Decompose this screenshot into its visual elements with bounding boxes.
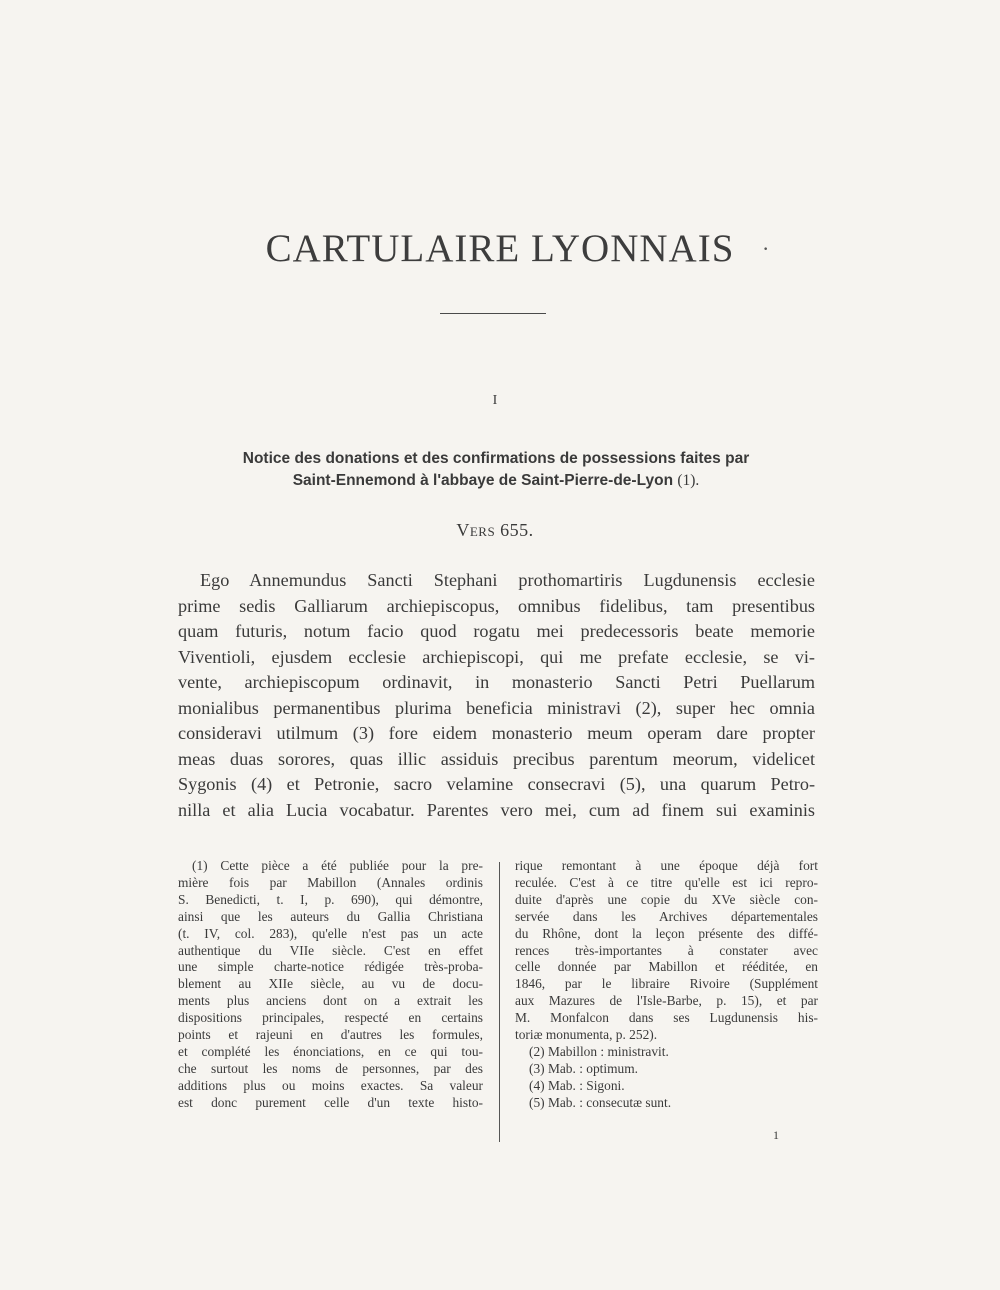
footnote-line: rences très-importantes à constater avec (515, 942, 818, 958)
notice-heading-line1: Notice des donations et des confirmations de possessions faites par (242, 450, 750, 467)
charter-line: Sygonis (4) et Petronie, sacro velamine consecravi (5), una quarum Petro- (178, 774, 815, 794)
footnote-line: mière fois par Mabillon (Annales ordinis (178, 874, 483, 890)
footnote-line: et complété les énonciations, en ce qui tou- (178, 1043, 483, 1059)
charter-text (178, 568, 815, 823)
charter-line: nilla et alia Lucia vocabatur. Parentes vero mei, cum ad finem sui examinis (178, 799, 815, 820)
footnote-short: (2) Mabillon : ministravit. (529, 1043, 669, 1059)
footnote-line: M. Monfalcon dans ses Lugdunensis his- (515, 1010, 818, 1026)
footnote-line: points et rajeuni en d'autres les formules, (178, 1027, 483, 1043)
footnote-line: authentique du VIIe siècle. C'est en effet (178, 942, 483, 958)
footnote-short: (4) Mab. : Sigoni. (529, 1077, 625, 1093)
date-year: 655. (500, 520, 534, 540)
charter-line: vente, archiepiscopum ordinavit, in monasterio Sancti Petri Puellarum (178, 672, 815, 692)
footnote-line: servée dans les Archives départementales (515, 908, 818, 924)
document-date (0, 520, 990, 541)
footnote-line: dispositions principales, respecté en certains (178, 1010, 483, 1026)
footnote-line: ments plus anciens dont on a extrait les (178, 993, 483, 1009)
footnotes-right-column (515, 858, 818, 1112)
charter-line: meas duas sorores, quas illic assiduis precibus parentum meorum, videlicet (178, 748, 815, 769)
title-mark: · (762, 236, 770, 261)
footnote-line: celle donnée par Mabillon et rééditée, en (515, 959, 818, 975)
footnote-line: toriæ monumenta, p. 252). (515, 1027, 658, 1043)
footnote-line: che surtout les noms de personnes, par des (178, 1060, 483, 1076)
footnote-line: aux Mazures de l'Isle-Barbe, p. 15), et par (515, 993, 818, 1009)
footnote-short: (5) Mab. : consecutæ sunt. (529, 1094, 672, 1110)
notice-heading-line2: Saint-Ennemond à l'abbaye de Saint-Pierre-de-Lyon (292, 472, 674, 489)
notice-heading (180, 448, 812, 492)
footnote-line: ainsi que les auteurs du Gallia Christiana (178, 908, 483, 924)
footnote-line: S. Benedicti, t. I, p. 690), qui démontre, (178, 891, 483, 907)
footnote-line: additions plus ou moins exactes. Sa valeur (178, 1077, 483, 1093)
footnote-short: (3) Mab. : optimum. (529, 1060, 638, 1076)
signature-mark: 1 (773, 1128, 779, 1142)
footnote-line: duite d'après une copie du XVe siècle con- (515, 891, 818, 907)
footnote-line: (t. IV, col. 283), qu'elle n'est pas un acte (178, 925, 483, 941)
date-prefix: Vers (456, 520, 496, 540)
footnote-column-divider (499, 862, 500, 1142)
section-number: I (492, 393, 498, 408)
page-title: CARTULAIRE LYONNAIS (265, 227, 735, 270)
footnote-line: du Rhône, dont la leçon présente des diffé- (515, 925, 818, 941)
notice-footnote-ref: (1). (677, 472, 700, 489)
title-divider (440, 313, 546, 314)
charter-line: prime sedis Galliarum archiepiscopus, omnibus fidelibus, tam presentibus (178, 595, 815, 616)
charter-line: Ego Annemundus Sancti Stephani prothomartiris Lugdunensis ecclesie (200, 570, 815, 590)
footnote-line: rique remontant à une époque déjà fort (515, 858, 818, 873)
footnote-line: (1) Cette pièce a été publiée pour la pre- (192, 858, 483, 873)
charter-line: monialibus permanentibus plurima beneficia ministravi (2), super hec omnia (178, 697, 815, 718)
charter-line: Viventioli, ejusdem ecclesie archiepiscopi, qui me prefate ecclesie, se vi- (178, 646, 815, 667)
footnote-line: une simple charte-notice rédigée très-proba- (178, 959, 483, 975)
footnote-line: reculée. C'est à ce titre qu'elle est ici repro- (515, 874, 818, 890)
footnote-line: blement au XIIe siècle, au vu de docu- (178, 976, 483, 992)
footnote-line: 1846, par le libraire Rivoire (Supplément (515, 976, 818, 992)
notice-heading-line2-wrap (180, 470, 812, 492)
charter-line: consideravi utilmum (3) fore eidem monasterio meum operam dare propter (178, 723, 815, 743)
footnotes-left-column (178, 858, 483, 1112)
charter-line: quam futuris, notum facio quod rogatu mei predecessoris beate memorie (178, 621, 815, 641)
footnote-line: est donc purement celle d'un texte histo- (178, 1094, 483, 1110)
